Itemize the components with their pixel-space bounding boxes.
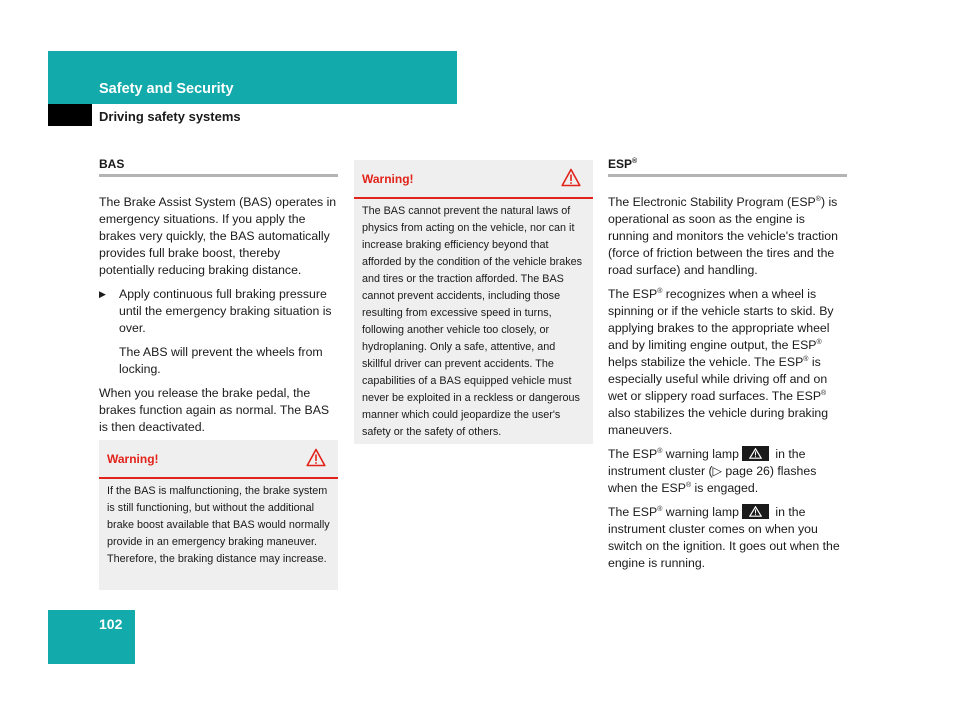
page-number: 102 [99,616,123,632]
esp-paragraph-1: The Electronic Stability Program (ESP®) is operational as soon as the engine is running and monitors the vehicle's traction (force of friction between the tires and the road surface) and handling. [608,195,838,277]
warning-triangle-icon [306,448,326,472]
esp-paragraph-3: The ESP® warning lamp in the instrument cluster (▷ page 26) flashes when the ESP® is engaged. [608,447,817,495]
bas-malfunction-warning [99,440,338,590]
warning-header [99,440,338,479]
warning-header [354,160,593,199]
bas-heading: BAS [99,156,338,177]
bas-instruction-text: Apply continuous full braking pressure until the emergency braking situation is over. [119,287,332,335]
warning-text: If the BAS is malfunctioning, the brake system is still functioning, but without the additional brake boost available that BAS would normally provide in an emergency braking maneuver. Therefore, the braking distance may increase. [107,485,330,565]
abs-note: The ABS will prevent the wheels from locking. [119,345,323,376]
release-note: When you release the brake pedal, the brakes function again as normal. The BAS is then deactivated. [99,386,330,434]
warning-label: Warning! [362,172,414,186]
bullet-arrow-icon: ▶ [99,289,106,299]
esp-warning-lamp-icon [742,504,769,519]
bas-instruction [99,286,338,337]
esp-column [608,156,847,579]
subsection-title: Driving safety systems [99,109,241,124]
bas-limits-warning [354,160,593,444]
bas-column [99,156,338,443]
bas-intro: The Brake Assist System (BAS) operates in emergency situations. If you apply the brakes very quickly, the BAS automatically provides full brake boost, thereby potentially reducing braking distance. [99,195,337,277]
esp-heading: ESP® [608,156,847,177]
warning-text: The BAS cannot prevent the natural laws of physics from acting on the vehicle, nor can it increase braking efficiency beyond that afforded by the condition of the vehicle brakes and tires or the traction afforded. The BAS cannot prevent accidents, including those resulting from excessive speed in turns, following another vehicle too closely, or hydroplaning. Only a safe, attentive, and skillful driver can prevent accidents. The capabilities of a BAS equipped vehicle must never be exploited in a reckless or dangerous manner which could jeopardize the user's safety or the safety of others. [362,205,583,438]
esp-paragraph-2: The ESP® recognizes when a wheel is spinning or if the vehicle starts to skid. By applying brakes to the appropriate wheel and by limiting engine output, the ESP® helps stabilize the vehicle. The ESP® is especially useful while driving off and on wet or slippery road surfaces. The ESP® also stabilizes the vehicle during braking maneuvers. [608,287,834,437]
section-title: Safety and Security [99,81,234,97]
section-marker [48,104,92,126]
warning-triangle-icon [561,168,581,192]
warning-label: Warning! [107,452,159,466]
esp-warning-lamp-icon [742,446,769,461]
esp-paragraph-4: The ESP® warning lamp in the instrument cluster comes on when you switch on the ignition. It goes out when the engine is running. [608,505,840,570]
